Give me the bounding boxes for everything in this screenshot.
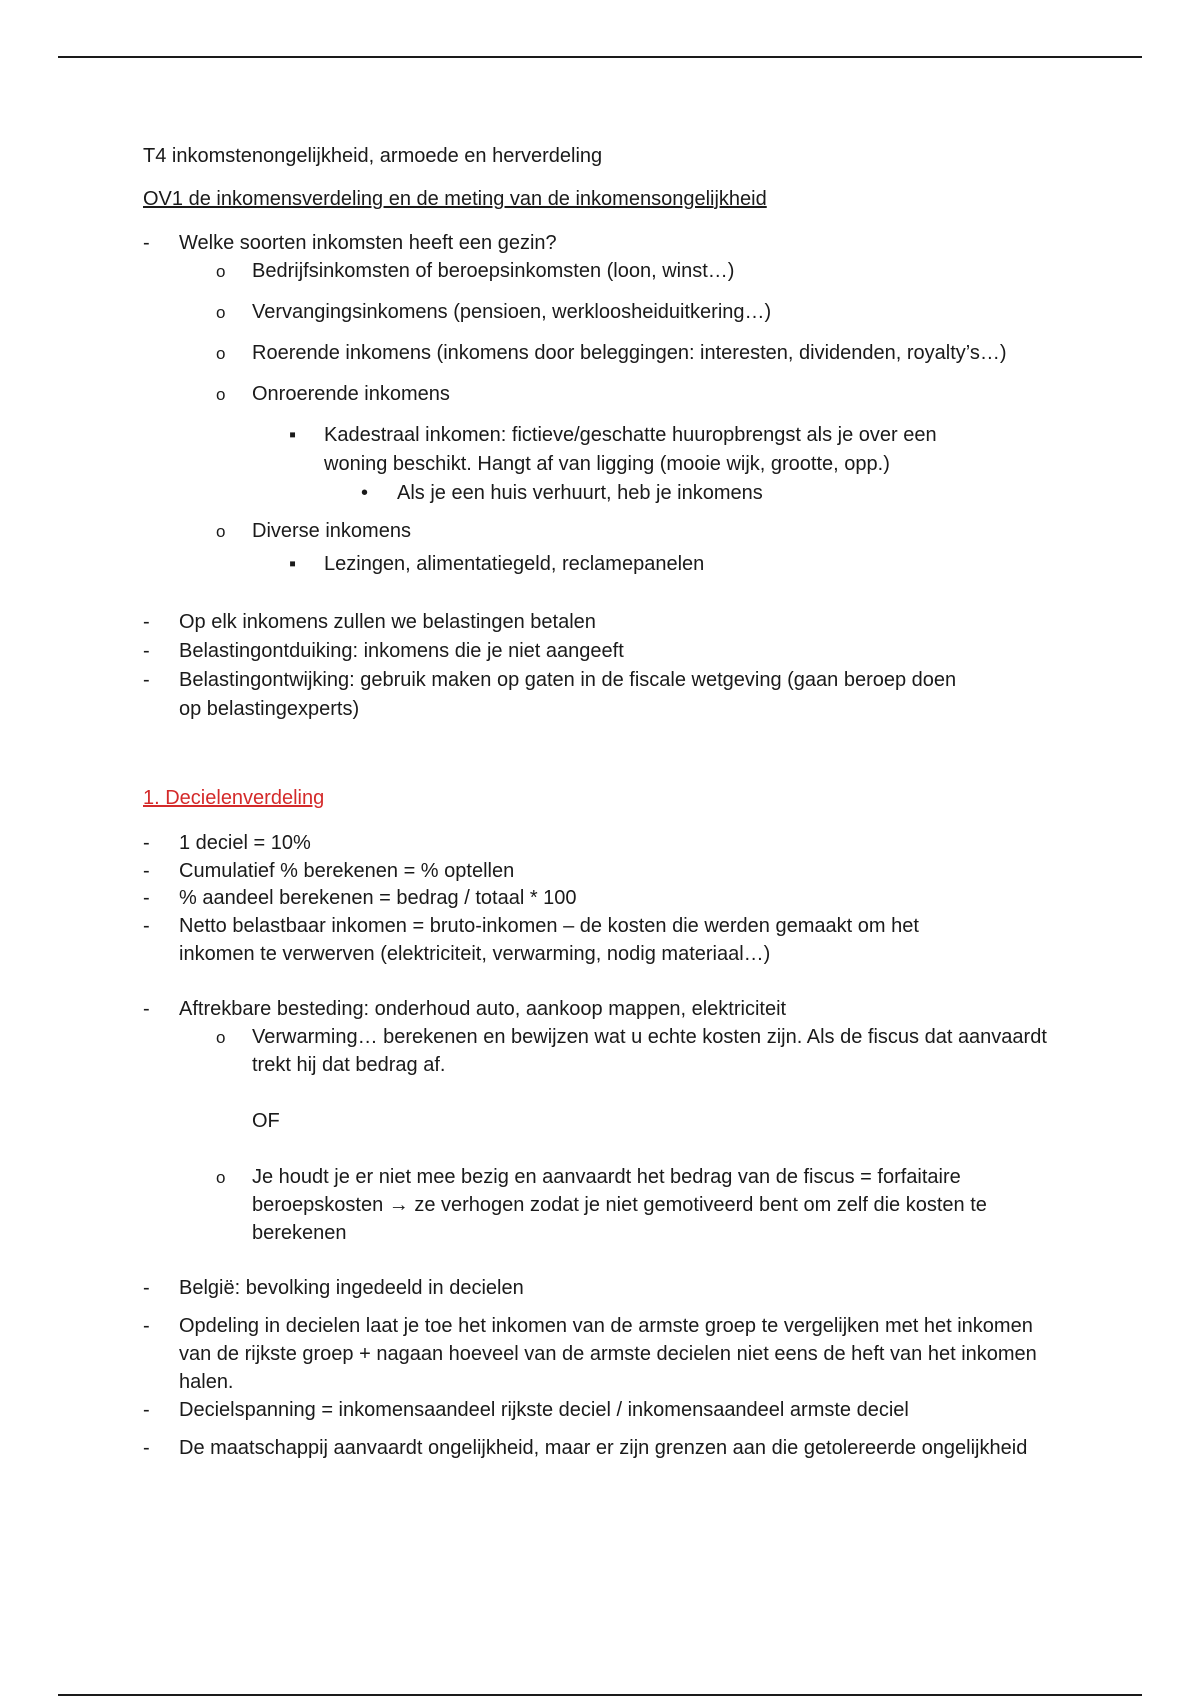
document-title: T4 inkomstenongelijkheid, armoede en herverdeling xyxy=(143,145,603,167)
income-type-1: Bedrijfsinkomsten of beroepsinkomsten (loon, winst…) xyxy=(252,260,735,282)
bullet-circle: o xyxy=(216,303,226,322)
bullet-square: ▪ xyxy=(289,424,297,446)
verhuur-note: Als je een huis verhuurt, heb je inkomens xyxy=(397,482,763,504)
or-label: OF xyxy=(252,1110,280,1132)
decile-item-3: % aandeel berekenen = bedrag / totaal * 100 xyxy=(179,887,577,909)
bullet-circle: o xyxy=(216,385,226,404)
bullet-dash: - xyxy=(143,887,150,909)
bullet-circle: o xyxy=(216,1028,226,1047)
bullet-dash: - xyxy=(143,1315,150,1337)
opdeling-line-2: van de rijkste groep + nagaan hoeveel van de armste decielen niet eens de heft van het inkomen xyxy=(179,1343,1037,1365)
decile-heading: 1. Decielenverdeling xyxy=(143,787,325,809)
bullet-dot: • xyxy=(361,482,369,504)
forfait-line-3: berekenen xyxy=(252,1222,347,1244)
bullet-dash: - xyxy=(143,915,150,937)
aftrekbare-besteding: Aftrekbare besteding: onderhoud auto, aankoop mappen, elektriciteit xyxy=(179,998,787,1020)
maatschappij-item: De maatschappij aanvaardt ongelijkheid, maar er zijn grenzen aan die getolereerde ongelijkheid xyxy=(179,1437,1028,1459)
decile-item-1: 1 deciel = 10% xyxy=(179,832,311,854)
bottom-rule xyxy=(58,1694,1142,1696)
verwarming-line-2: trekt hij dat bedrag af. xyxy=(252,1054,446,1076)
forfait-line-1: Je houdt je er niet mee bezig en aanvaardt het bedrag van de fiscus = forfaitaire xyxy=(252,1166,961,1188)
bullet-dash: - xyxy=(143,669,150,691)
diverse-incomes: Diverse inkomens xyxy=(252,520,411,542)
belgie-item: België: bevolking ingedeeld in decielen xyxy=(179,1277,524,1299)
bullet-dash: - xyxy=(143,998,150,1020)
kadastraal-line-2: woning beschikt. Hangt af van ligging (mooie wijk, grootte, opp.) xyxy=(324,453,890,475)
bullet-circle: o xyxy=(216,1168,226,1187)
bullet-dash: - xyxy=(143,1277,150,1299)
decile-item-2: Cumulatief % berekenen = % optellen xyxy=(179,860,515,882)
income-type-3: Roerende inkomens (inkomens door beleggingen: interesten, dividenden, royalty’s…) xyxy=(252,342,1007,364)
bullet-dash: - xyxy=(143,640,150,662)
bullet-dash: - xyxy=(143,1437,150,1459)
bullet-dash: - xyxy=(143,860,150,882)
decile-item-4-line-2: inkomen te verwerven (elektriciteit, verwarming, nodig materiaal…) xyxy=(179,943,771,965)
bullet-circle: o xyxy=(216,262,226,281)
tax-item-3-line-1: Belastingontwijking: gebruik maken op gaten in de fiscale wetgeving (gaan beroep doen xyxy=(179,669,957,691)
section-heading: OV1 de inkomensverdeling en de meting van de inkomensongelijkheid xyxy=(143,188,767,210)
decile-item-4-line-1: Netto belastbaar inkomen = bruto-inkomen – de kosten die werden gemaakt om het xyxy=(179,915,919,937)
bullet-square: ▪ xyxy=(289,553,297,575)
tax-item-2: Belastingontduiking: inkomens die je niet aangeeft xyxy=(179,640,624,662)
bullet-circle: o xyxy=(216,522,226,541)
opdeling-line-3: halen. xyxy=(179,1371,234,1393)
diverse-examples: Lezingen, alimentatiegeld, reclamepanelen xyxy=(324,553,705,575)
bullet-dash: - xyxy=(143,1399,150,1421)
income-question: Welke soorten inkomsten heeft een gezin? xyxy=(179,232,557,254)
opdeling-line-1: Opdeling in decielen laat je toe het inkomen van de armste groep te vergelijken met het inkomen xyxy=(179,1315,1033,1337)
bullet-dash: - xyxy=(143,832,150,854)
tax-item-1: Op elk inkomens zullen we belastingen betalen xyxy=(179,611,596,633)
income-type-2: Vervangingsinkomens (pensioen, werkloosheiduitkering…) xyxy=(252,301,772,323)
bullet-dash: - xyxy=(143,611,150,633)
tax-item-3-line-2: op belastingexperts) xyxy=(179,698,360,720)
bullet-dash: - xyxy=(143,232,150,254)
top-rule xyxy=(58,56,1142,58)
income-type-4: Onroerende inkomens xyxy=(252,383,450,405)
forfait-line-2: beroepskosten → ze verhogen zodat je niet gemotiveerd bent om zelf die kosten te xyxy=(252,1194,987,1216)
bullet-circle: o xyxy=(216,344,226,363)
verwarming-line-1: Verwarming… berekenen en bewijzen wat u echte kosten zijn. Als de fiscus dat aanvaardt xyxy=(252,1026,1047,1048)
kadastraal-line-1: Kadestraal inkomen: fictieve/geschatte huuropbrengst als je over een xyxy=(324,424,937,446)
decielspanning-item: Decielspanning = inkomensaandeel rijkste deciel / inkomensaandeel armste deciel xyxy=(179,1399,909,1421)
